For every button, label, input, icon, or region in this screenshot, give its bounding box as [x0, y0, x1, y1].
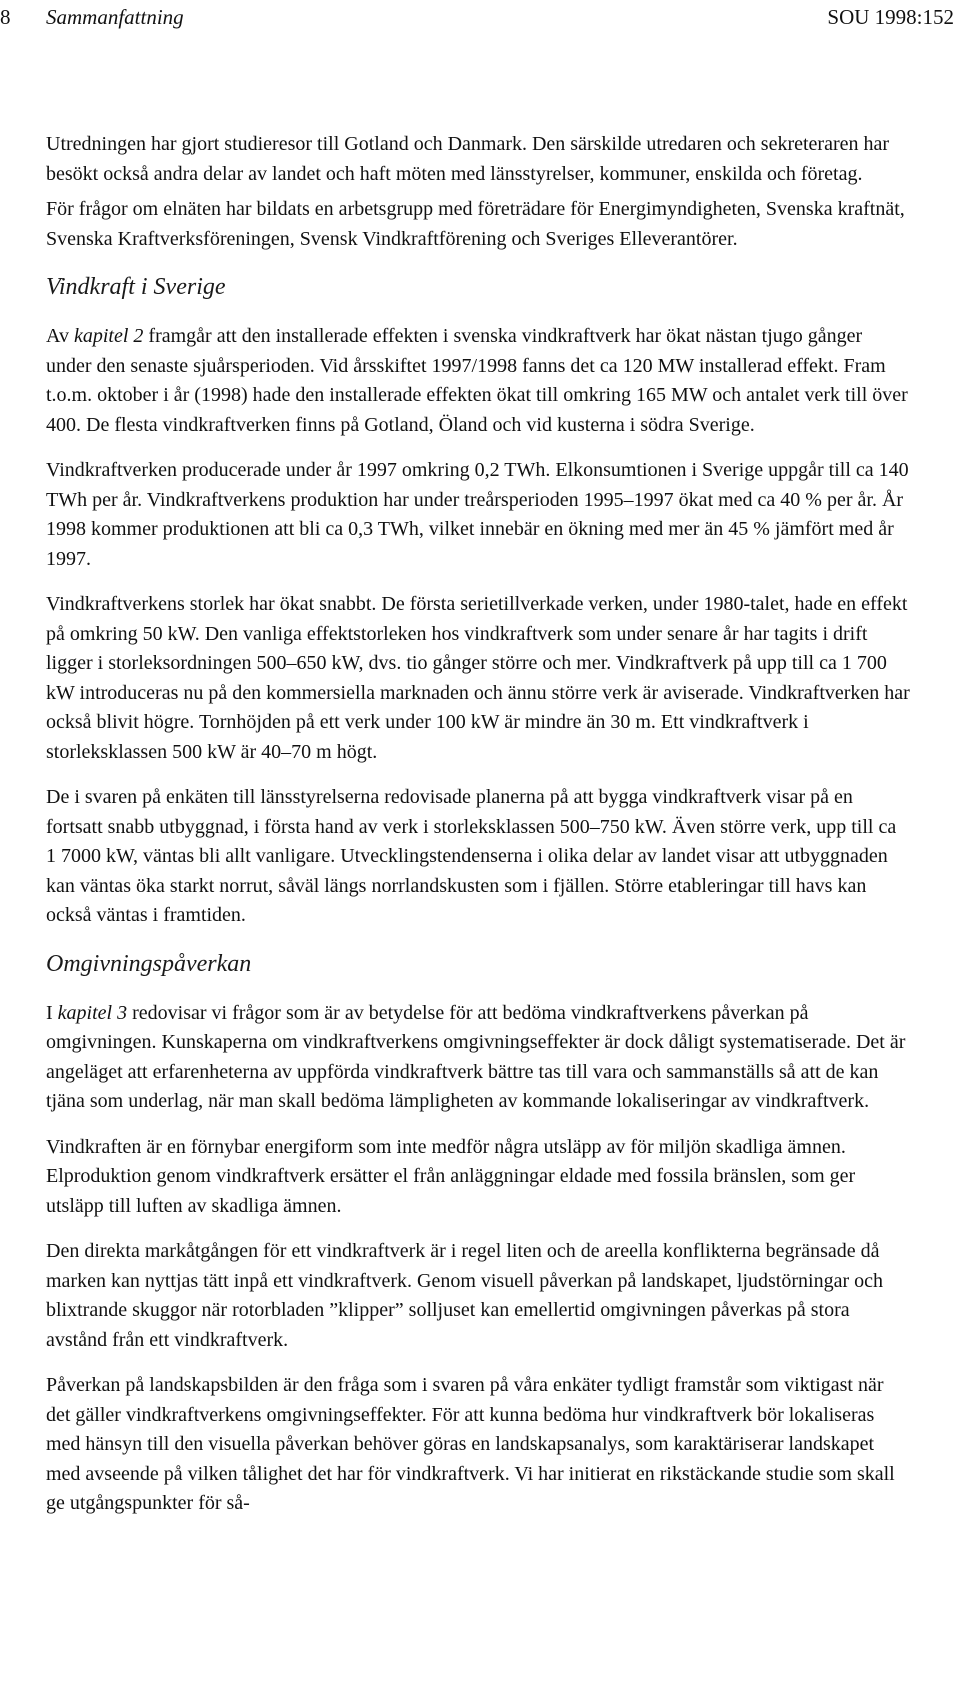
paragraph-renewable: Vindkraften är en förnybar energiform som inte medför några utsläpp av för miljön skadliga ämnen. Elproduktion genom vindkraftverk ersätter el från anläggningar eldade med fossila bränslen, som ger utsläpp till luften av skadliga ämnen. — [46, 1135, 856, 1217]
paragraph-study-trips: Utredningen har gjort studieresor till Gotland och Danmark. Den särskilde utredaren och sekreteraren har besökt också andra delar av landet och haft möten med länsstyrelser, kommuner, enskilda och företag. — [46, 133, 890, 185]
paragraph-landscape: Påverkan på landskapsbilden är den fråga som i svaren på våra enkäter tydligt framstår som viktigast när det gäller vindkraftverkens omgivningseffekter. För att kunna bedöma hur vindkraftverk bör lokaliseras med hänsyn till den visuella påverkan behöver göras en landskapsanalys, som karaktäriserar landskapet med avseende på vilken tålighet det har för vindkraftverk. Vi har initierat en rikstäckande studie som skall ge utgångspunkter för så- — [46, 1374, 895, 1514]
page-number: 8 — [0, 5, 11, 29]
heading-environmental-impact: Omgivningspåverkan — [46, 950, 252, 977]
document-reference: SOU 1998:152 — [827, 5, 954, 29]
chapter-reference: kapitel 3 — [57, 1001, 128, 1024]
paragraph-text: framgår att den installerade effekten i svenska vindkraftverk har ökat nästan tjugo gånger under den senaste sjuårsperioden. Vid årsskiftet 1997/1998 fanns det ca 120 MW installerad effekt. Fram t.o.m. oktober i år (1998) hade den installerade effekten ökat till omkring 165 MW och antalet verk till över 400. De flesta vindkraftverken finns på Gotland, Öland och vid kusterna i södra Sverige. — [46, 325, 908, 436]
paragraph-turbine-size: Vindkraftverkens storlek har ökat snabbt. De första serietillverkade verken, under 1980-talet, hade en effekt på omkring 50 kW. Den vanliga effektstorleken hos vindkraftverk som under senare år har tagits i drift ligger i storleksordningen 500–650 kW, dvs. tio gånger större och mer. Vindkraftverk på upp till ca 1 700 kW introduceras nu på den kommersiella marknaden och ännu större verk är aviserade. Vindkraftverken har också blivit högre. Tornhöjden på ett verk under 100 kW är mindre än 30 m. Ett vindkraftverk i storleksklassen 500 kW är 40–70 m högt. — [46, 593, 910, 763]
paragraph-planned-expansion: De i svaren på enkäten till länsstyrelserna redovisade planerna på att bygga vindkraftverk visar på en fortsatt snabb utbyggnad, i första hand av verk i storleksklassen 500–750 kW. Även större verk, upp till ca 1 7000 kW, väntas bli allt vanligare. Utvecklingstendenserna i olika delar av landet visar att utbyggnaden kan väntas öka starkt norrut, såväl längs norrlandskusten som i fjällen. Större etableringar till havs kan också väntas i framtiden. — [46, 786, 897, 926]
body-text — [46, 130, 911, 1519]
heading-wind-power-sweden: Vindkraft i Sverige — [46, 274, 226, 300]
paragraph-land-use: Den direkta markåtgången för ett vindkraftverk är i regel liten och de areella konflikterna begränsade då marken kan nyttjas tätt inpå ett vindkraftverk. Genom visuell påverkan på landskapet, ljudstörningar och blixtrande skuggor när rotorbladen ”klipper” solljuset kan emellertid omgivningen påverkas på stora avstånd från ett vindkraftverk. — [46, 1240, 883, 1351]
chapter-reference: kapitel 2 — [73, 325, 144, 347]
paragraph-text: I — [46, 1001, 58, 1024]
paragraph-text: redovisar vi frågor som är av betydelse för att bedöma vindkraftverkens påverkan på omgivningen. Kunskaperna om vindkraftverkens omgivningseffekter är dock dåligt systematiserade. Det är angeläget att erfarenheterna av uppförda vindkraftverk bättre tas till vara och sammanställs så att de kan tjäna som underlag, när man skall bedöma lämpligheten av kommande lokaliseringar av vindkraftverk. — [46, 1001, 906, 1112]
paragraph-working-group: För frågor om elnäten har bildats en arbetsgrupp med företrädare för Energimyndigheten, Svenska kraftnät, Svenska Kraftverksföreningen, Svensk Vindkraftförening och Sveriges Elleverantörer. — [46, 198, 905, 250]
paragraph-text: Av — [46, 325, 74, 347]
section-title: Sammanfattning — [46, 5, 184, 29]
paragraph-chapter-3 — [46, 999, 911, 1117]
running-header — [0, 2, 954, 32]
paragraph-installed-capacity — [46, 322, 911, 440]
paragraph-production: Vindkraftverken producerade under år 1997 omkring 0,2 TWh. Elkonsumtionen i Sverige uppgår till ca 140 TWh per år. Vindkraftverkens produktion har under treårsperioden 1995–1997 ökat med ca 40 % per år. År 1998 kommer produktionen att bli ca 0,3 TWh, vilket innebär en ökning med mer än 45 % jämfört med år 1997. — [46, 459, 909, 570]
